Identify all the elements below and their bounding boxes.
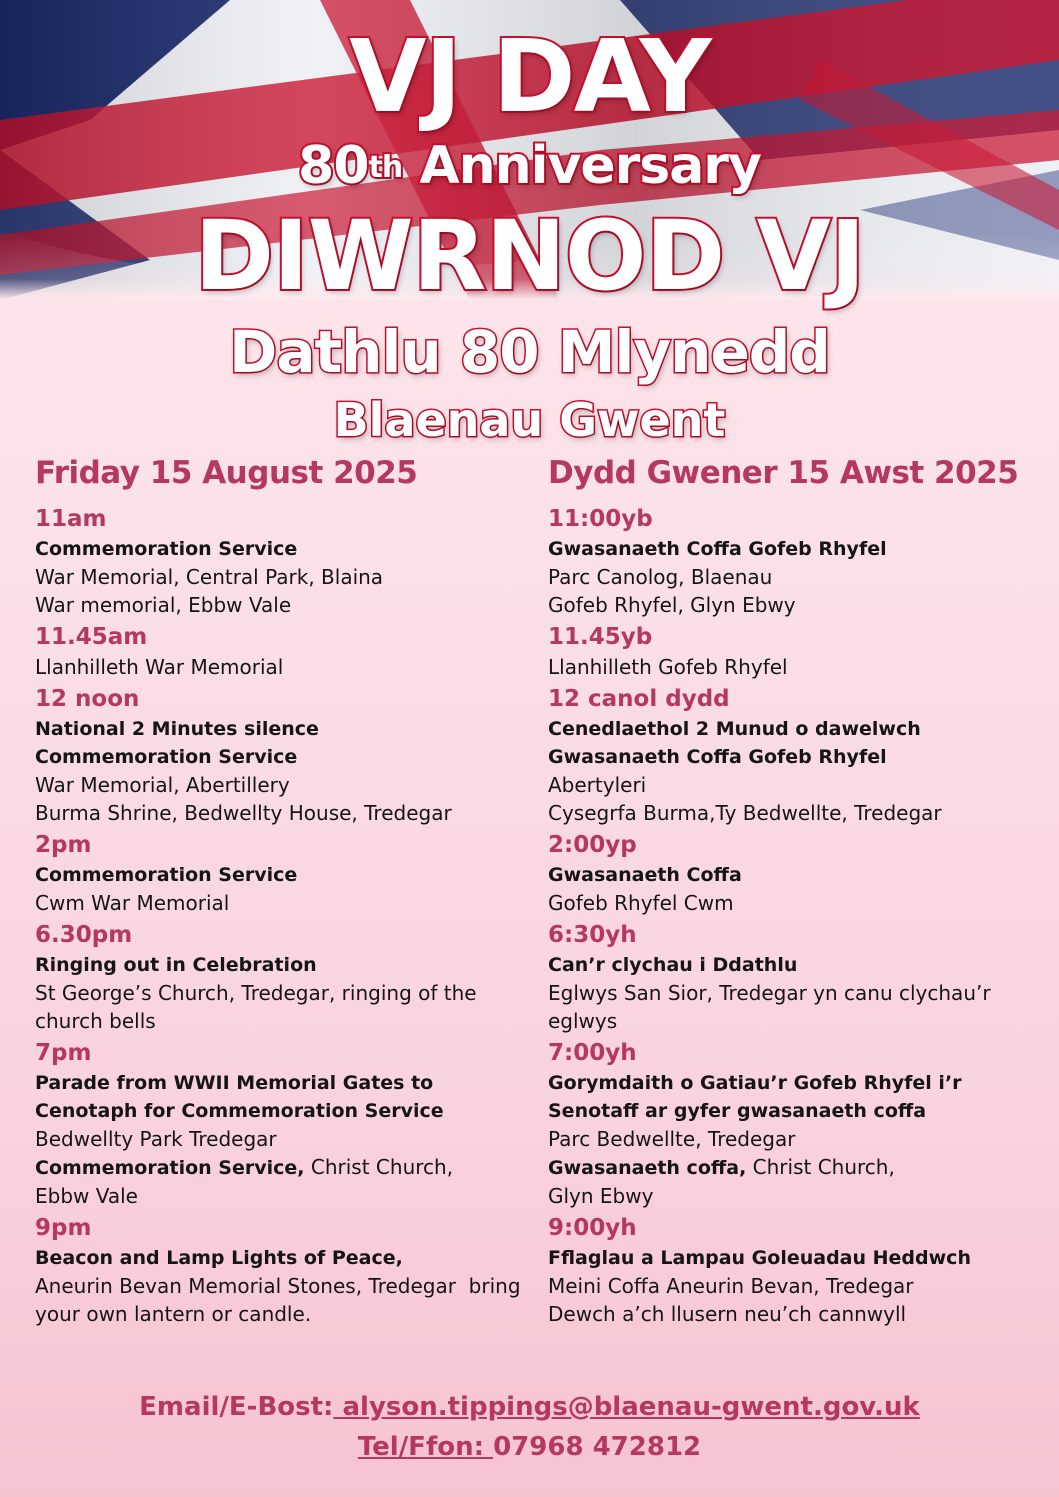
event-time: 11.45am bbox=[35, 624, 148, 650]
event-time: 12 canol dydd bbox=[548, 686, 730, 712]
event-detail: Gwasanaeth Coffa Gofeb Rhyfel bbox=[548, 746, 887, 768]
anniversary-number: 80 bbox=[298, 136, 369, 196]
event-detail: Gorymdaith o Gatiau’r Gofeb Rhyfel i’r bbox=[548, 1072, 962, 1094]
welsh-subtitle: Dathlu 80 Mlynedd bbox=[229, 318, 830, 386]
event-time: 2:00yp bbox=[548, 832, 637, 858]
anniversary-superscript: th bbox=[368, 150, 403, 185]
event-detail-rest: Christ Church, bbox=[746, 1155, 895, 1179]
place-name: Blaenau Gwent bbox=[333, 393, 726, 447]
event-detail: National 2 Minutes silence bbox=[35, 718, 319, 740]
event-detail: your own lantern or candle. bbox=[35, 1302, 312, 1326]
event-time: 2pm bbox=[35, 832, 92, 858]
contact-tel-line bbox=[0, 1432, 1059, 1462]
event-detail: Dewch a’ch llusern neu’ch cannwyll bbox=[548, 1302, 907, 1326]
event-detail bbox=[548, 1153, 1038, 1182]
event-time: 12 noon bbox=[35, 686, 140, 712]
event-detail: Cenedlaethol 2 Munud o dawelwch bbox=[548, 718, 921, 740]
event-detail: War Memorial, Abertillery bbox=[35, 773, 290, 797]
event-time: 6.30pm bbox=[35, 922, 133, 948]
event-time: 6:30yh bbox=[548, 922, 637, 948]
event-detail: Commemoration Service bbox=[35, 746, 298, 768]
welsh-date: Dydd Gwener 15 Awst 2025 bbox=[548, 455, 1019, 491]
title-vj-day: VJ DAY bbox=[349, 18, 710, 135]
tel-number[interactable]: 07968 472812 bbox=[493, 1432, 702, 1462]
event-detail: Glyn Ebwy bbox=[548, 1184, 654, 1208]
event-detail: Parade from WWII Memorial Gates to bbox=[35, 1072, 434, 1094]
contact-email-line bbox=[0, 1392, 1059, 1422]
event-detail: Can’r clychau i Ddathlu bbox=[548, 954, 798, 976]
welsh-events bbox=[548, 503, 1038, 1328]
event-detail bbox=[35, 1153, 525, 1182]
email-link[interactable]: alyson.tippings@blaenau-gwent.gov.uk bbox=[333, 1392, 920, 1422]
event-time: 7pm bbox=[35, 1040, 92, 1066]
email-label: Email/E-Bost: bbox=[139, 1392, 334, 1422]
event-time: 11am bbox=[35, 506, 107, 532]
event-detail: Senotaff ar gyfer gwasanaeth coffa bbox=[548, 1100, 927, 1122]
event-detail: Gwasanaeth Coffa bbox=[548, 864, 742, 886]
event-detail: Parc Canolog, Blaenau bbox=[548, 565, 773, 589]
event-detail: Gofeb Rhyfel, Glyn Ebwy bbox=[548, 593, 796, 617]
event-detail: Parc Bedwellte, Tredegar bbox=[548, 1127, 796, 1151]
event-detail: Burma Shrine, Bedwellty House, Tredegar bbox=[35, 801, 452, 825]
event-detail: War memorial, Ebbw Vale bbox=[35, 593, 292, 617]
event-detail: Cysegrfa Burma,Ty Bedwellte, Tredegar bbox=[548, 801, 942, 825]
event-detail: Eglwys San Sior, Tredegar yn canu clychau’r bbox=[548, 981, 991, 1005]
event-detail: Commemoration Service bbox=[35, 538, 298, 560]
event-detail: Bedwellty Park Tredegar bbox=[35, 1127, 277, 1151]
event-detail: Commemoration Service bbox=[35, 864, 298, 886]
english-schedule bbox=[35, 455, 525, 1328]
event-detail: Aneurin Bevan Memorial Stones, Tredegar bring bbox=[35, 1274, 521, 1298]
tel-label: Tel/Ffon: bbox=[357, 1432, 494, 1462]
event-time: 7:00yh bbox=[548, 1040, 637, 1066]
event-detail: Meini Coffa Aneurin Bevan, Tredegar bbox=[548, 1274, 914, 1298]
event-detail: Gwasanaeth Coffa Gofeb Rhyfel bbox=[548, 538, 887, 560]
event-detail: Cwm War Memorial bbox=[35, 891, 230, 915]
event-detail: Llanhilleth War Memorial bbox=[35, 655, 284, 679]
event-detail: St George’s Church, Tredegar, ringing of the bbox=[35, 981, 477, 1005]
event-time: 9pm bbox=[35, 1215, 92, 1241]
event-time: 11:00yb bbox=[548, 506, 653, 532]
english-date: Friday 15 August 2025 bbox=[35, 455, 418, 491]
event-detail: Cenotaph for Commemoration Service bbox=[35, 1100, 444, 1122]
anniversary-heading bbox=[0, 136, 1059, 196]
welsh-title: DIWRNOD VJ bbox=[194, 200, 865, 312]
event-time: 9:00yh bbox=[548, 1215, 637, 1241]
event-detail: church bells bbox=[35, 1009, 156, 1033]
anniversary-word: Anniversary bbox=[419, 136, 761, 196]
event-detail: Gofeb Rhyfel Cwm bbox=[548, 891, 734, 915]
event-detail: eglwys bbox=[548, 1009, 618, 1033]
event-detail: Ringing out in Celebration bbox=[35, 954, 317, 976]
event-detail-bold: Gwasanaeth coffa, bbox=[548, 1157, 747, 1179]
event-detail: Ebbw Vale bbox=[35, 1184, 138, 1208]
event-detail-bold: Commemoration Service, bbox=[35, 1157, 305, 1179]
event-detail: War Memorial, Central Park, Blaina bbox=[35, 565, 384, 589]
event-detail: Fflaglau a Lampau Goleuadau Heddwch bbox=[548, 1247, 971, 1269]
event-detail: Beacon and Lamp Lights of Peace, bbox=[35, 1247, 403, 1269]
english-events bbox=[35, 503, 525, 1328]
event-detail: Abertyleri bbox=[548, 773, 647, 797]
event-detail: Llanhilleth Gofeb Rhyfel bbox=[548, 655, 788, 679]
event-detail-rest: Christ Church, bbox=[304, 1155, 454, 1179]
welsh-schedule bbox=[548, 455, 1038, 1328]
event-time: 11.45yb bbox=[548, 624, 653, 650]
